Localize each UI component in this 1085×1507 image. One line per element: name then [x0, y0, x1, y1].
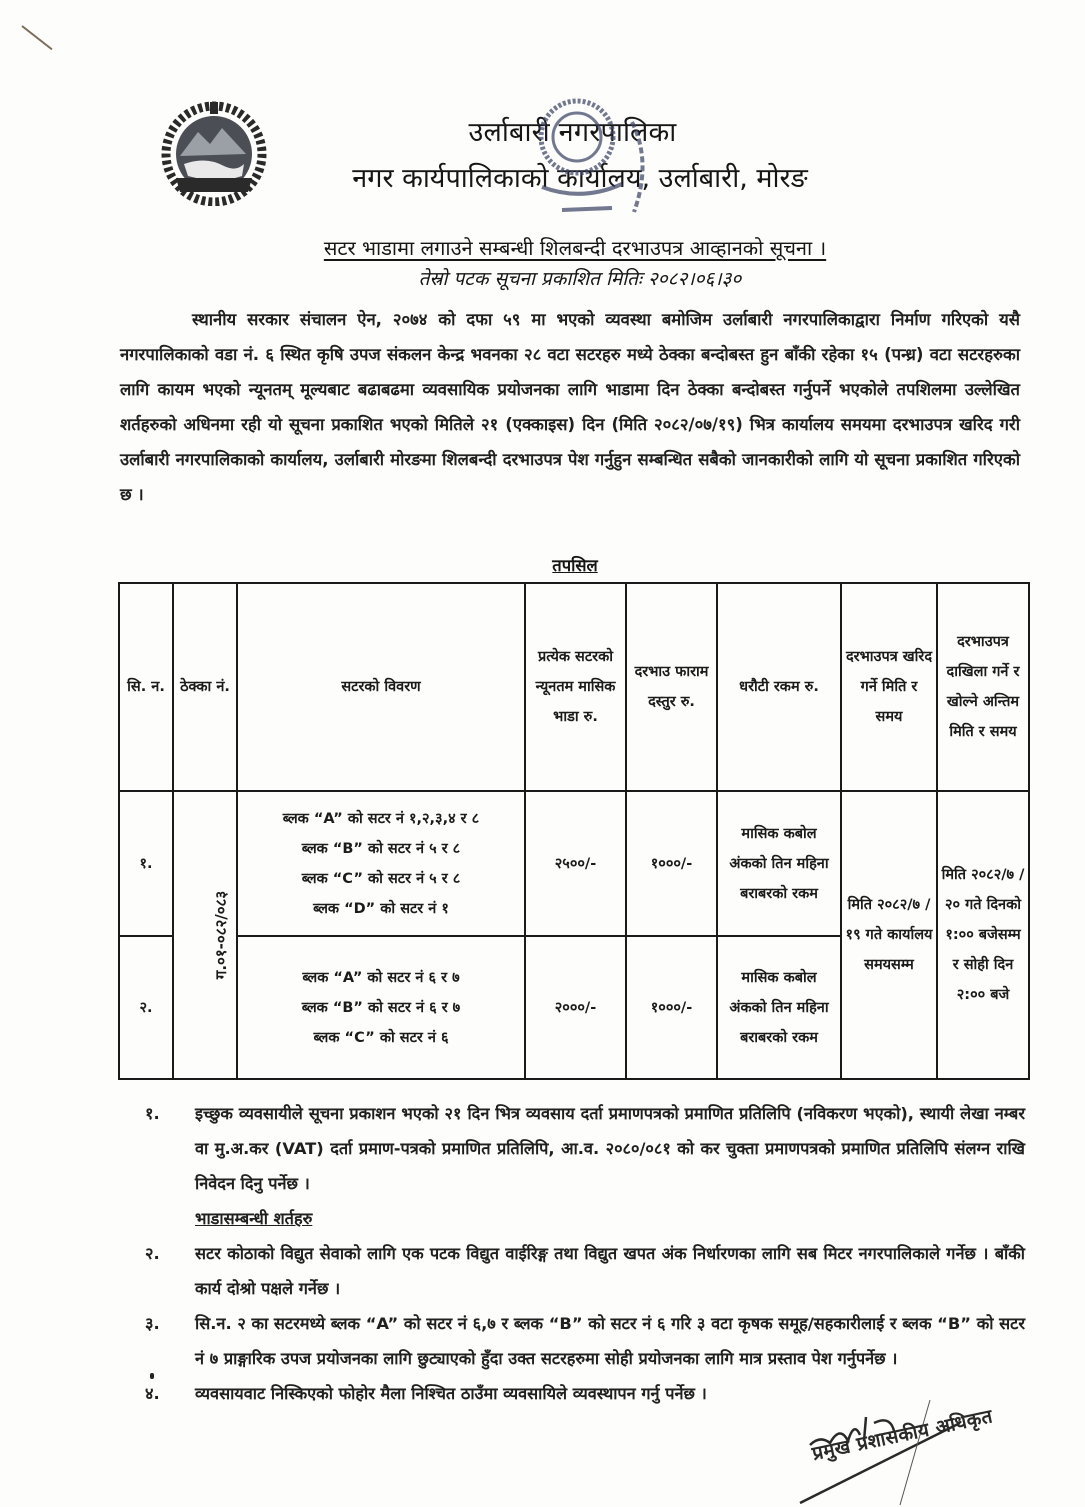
term-text: इच्छुक व्यवसायीले सूचना प्रकाशन भएको २१ दिन भित्र व्यवसाय दर्ता प्रमाणपत्रको प्रमाणित प्रतिलिपि (नविकरण भएको), स्थायी लेखा नम्बर वा मु.अ.कर (VAT) दर्ता प्रमाण-पत्रको प्रमाणित प्रतिलिपि, आ.व. २०८०/०८१ को कर चुक्ता प्रमाणपत्रको प्रमाणित प्रतिलिपि संलग्न राखि निवेदन दिनु पर्नेछ । [195, 1104, 1025, 1193]
col-header-sn: सि. न. [119, 583, 173, 791]
description-line: ब्लक “B” को सटर नं ५ र ८ [301, 840, 461, 857]
description-line: ब्लक “A” को सटर नं १,२,३,४ र ८ [282, 810, 480, 827]
term-item [145, 1306, 1025, 1376]
row-form-fee: १०००/- [626, 791, 717, 936]
table-header-row [119, 583, 1029, 791]
description-line: ब्लक “A” को सटर नं ६ र ७ [302, 969, 460, 986]
description-line: ब्लक “D” को सटर नं १ [313, 900, 449, 917]
row-sn: १. [119, 791, 173, 936]
description-line: ब्लक “B” को सटर नं ६ र ७ [301, 999, 461, 1016]
term-text: सटर कोठाको विद्युत सेवाको लागि एक पटक विद्युत वाईरिङ्ग तथा विद्युत खपत अंक निर्धारणका लागि सब मिटर नगरपालिकाले गर्नेछ । बाँकी कार्य दोश्रो पक्षले गर्नेछ । [195, 1244, 1025, 1298]
row-description [237, 791, 525, 936]
schedule-table [118, 582, 1030, 1080]
term-number: २. [145, 1244, 160, 1263]
term-text: व्यवसायवाट निस्किएको फोहोर मैला निश्चित ठाउँमा व्यवसायिले व्यवस्थापन गर्नु पर्नेछ । [195, 1384, 707, 1403]
contract-no: ग.०१-०८२/०८३ [212, 890, 231, 979]
col-header-description: सटरको विवरण [237, 583, 525, 791]
col-header-contract-no: ठेक्का नं. [173, 583, 237, 791]
terms-list [145, 1096, 1025, 1411]
row-sn: २. [119, 936, 173, 1079]
row-description [237, 936, 525, 1079]
signatory-title: प्रमुख प्रशासकीय अधिकृत [810, 1405, 995, 1466]
publication-date-line: तेस्रो पटक सूचना प्रकाशित मितिः २०८२।०६।३० [418, 268, 742, 290]
term-item [145, 1096, 1025, 1201]
office-address: नगर कार्यपालिकाको कार्यालय, उर्लाबारी, मोरङ [352, 163, 808, 194]
rental-terms-heading: भाडासम्बन्धी शर्तहरु [195, 1209, 313, 1228]
schedule-label: तपसिल [552, 556, 598, 575]
notice-paragraph [120, 302, 1020, 512]
purchase-deadline: मिति २०८२/७ /१९ गते कार्यालय समयसम्म [841, 791, 937, 1079]
term-number: ४. [145, 1384, 160, 1403]
term-item [145, 1236, 1025, 1306]
row-form-fee: १०००/- [626, 936, 717, 1079]
contract-no-cell [173, 791, 237, 1079]
col-header-min-rent: प्रत्येक सटरको न्यूनतम मासिक भाडा रु. [525, 583, 626, 791]
description-line: ब्लक “C” को सटर नं ५ र ८ [301, 870, 461, 887]
col-header-form-fee: दरभाउ फाराम दस्तुर रु. [626, 583, 717, 791]
notice-paragraph-text: स्थानीय सरकार संचालन ऐन, २०७४ को दफा ५९ मा भएको व्यवस्था बमोजिम उर्लाबारी नगरपालिकाद्वारा निर्माण गरिएको यसै नगरपालिकाको वडा नं. ६ स्थित कृषि उपज संकलन केन्द्र भवनका २८ वटा सटरहरु मध्ये ठेक्का बन्दोबस्त हुन बाँकी रहेका १५ (पन्ध्र) वटा सटरहरुका लागि कायम भएको न्यूनतम् मूल्यबाट बढाबढमा व्यवसायिक प्रयोजनका लागि भाडामा दिन ठेक्का बन्दोबस्त गर्नुपर्ने भएकोले तपशिलमा उल्लेखित शर्तहरुको अधिनमा रही यो सूचना प्रकाशित भएको मितिले २१ (एक्काइस) दिन (मिति २०८२/०७/१९) भित्र कार्यालय समयमा दरभाउपत्र खरिद गरी उर्लाबारी नगरपालिकाको कार्यालय, उर्लाबारी मोरङमा शिलबन्दी दरभाउपत्र पेश गर्नुहुन सम्बन्धित सबैको जानकारीको लागि यो सूचना प्रकाशित गरिएको छ । [120, 310, 1020, 504]
row-min-rent: २०००/- [525, 936, 626, 1079]
term-text: सि.न. २ का सटरमध्ये ब्लक “A” को सटर नं ६,७ र ब्लक “B” को सटर नं ६ गरि ३ वटा कृषक समूह/सहकारीलाई र ब्लक “B” को सटर नं ७ प्राङ्गारिक उपज प्रयोजनका लागि छुट्याएको हुँदा उक्त सटरहरुमा सोही प्रयोजनका लागि मात्र प्रस्ताव पेश गर्नुपर्नेछ । [195, 1314, 1025, 1368]
description-line: ब्लक “C” को सटर नं ६ [313, 1029, 449, 1046]
term-number: १. [145, 1104, 160, 1123]
col-header-deposit: धरौटी रकम रु. [717, 583, 841, 791]
notice-title: सटर भाडामा लगाउने सम्बन्धी शिलबन्दी दरभाउपत्र आव्हानको सूचना । [323, 236, 827, 260]
office-stamp-icon [522, 92, 672, 232]
row-deposit: मासिक कबोल अंकको तिन महिना बराबरको रकम [717, 791, 841, 936]
ink-dot [150, 1373, 154, 1379]
col-header-submission-date: दरभाउपत्र दाखिला गर्ने र खोल्ने अन्तिम मिति र समय [937, 583, 1029, 791]
office-name: उर्लाबारी नगरपालिका [468, 117, 677, 148]
submission-deadline: मिति २०८२/७ /२० गते दिनको १:०० बजेसम्म र सोही दिन २:०० बजे [937, 791, 1029, 1079]
pen-mark [21, 25, 52, 50]
term-number: ३. [145, 1314, 160, 1333]
table-row [119, 791, 1029, 936]
row-min-rent: २५००/- [525, 791, 626, 936]
col-header-purchase-date: दरभाउपत्र खरिद गर्ने मिति र समय [841, 583, 937, 791]
row-deposit: मासिक कबोल अंकको तिन महिना बराबरको रकम [717, 936, 841, 1079]
